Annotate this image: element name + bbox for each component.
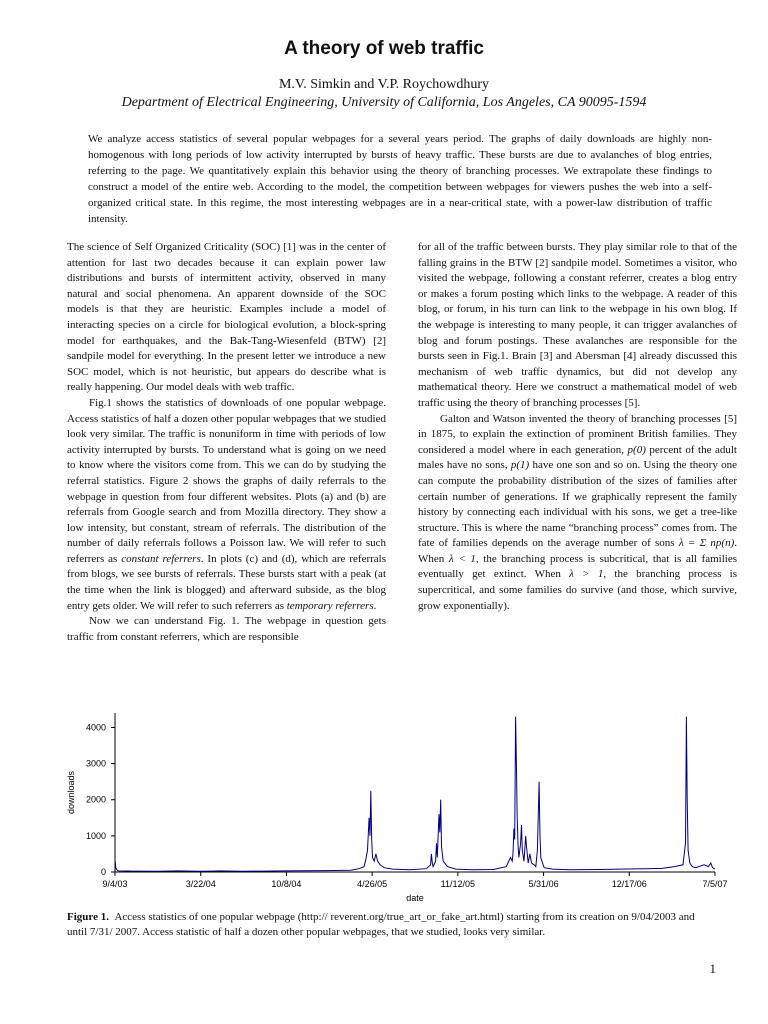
body-paragraph-1: The science of Self Organized Criticality (SOC) [1] was in the center of attention for last two decades because it can explain power law distributions and bursts of intermittent activity, observed in many natural and social phenomena. An apparent downside of the SOC models is that they are heuristic. Examples include a model of interacting species on a circle for biological evolution, a block-spring model for earthquakes, and the Bak-Tang-Wiesenfeld (BTW) [2] sandpile model for everything. In the present letter we introduce a new SOC model, which is not heuristic, but appears do describe what is really happening. Our model deals with web traffic. (67, 241, 386, 394)
x-tick-label: 10/8/04 (271, 879, 302, 889)
x-tick-label: 11/12/05 (440, 879, 476, 889)
math-lambda-gt-1: λ > 1 (569, 568, 604, 581)
abstract: We analyze access statistics of several popular webpages for a several years period. The graphs of daily downloads are highly non-homogenous with long periods of low activity interrupted by bursts of heavy traffic. These bursts are due to avalanches of blog entries, referring to the page. We quantitatively explain this behavior using the theory of branching processes. We extrapolate these findings to construct a model of the entire web. According to the model, the competition between webpages for viewers pushes the web into a self-organized critical state. In this regime, the most interesting webpages are in a near-critical state, with a power-law distribution of traffic intensity. (88, 133, 712, 225)
y-tick-label: 0 (100, 867, 106, 877)
chart-y-ticks (86, 722, 115, 877)
term-temporary-referrers: temporary referrers (286, 599, 374, 612)
body-paragraph-4: for all of the traffic between bursts. They play similar role to that of the falling grains in the BTW [2] sandpile model. Sometimes a visitor, who visited the webpage, following a constant referrer, creates a blog entry or makes a forum posting which links to the webpage. A reader of this blog, or forum, in his turn can link to the webpage in his own blog. If the webpage is interesting to many people, it can trigger avalanches of blog and forum postings. These avalanches are responsible for the bursts seen in Fig.1. Brain [3] and Abersman [4] already discussed this mechanism of web traffic dynamics, but did not develop any mathematical theory. Here we construct a mathematical model of web traffic using the theory of branching processes [5]. (418, 241, 737, 409)
x-tick-label: 12/17/06 (611, 879, 647, 889)
term-constant-referrers: constant referrers (121, 552, 201, 565)
y-axis-label: downloads (66, 770, 76, 815)
math-lambda-lt-1: λ < 1 (448, 552, 476, 565)
chart-axes (115, 713, 715, 872)
x-axis-label: date (406, 893, 424, 903)
paper-title: A theory of web traffic (284, 38, 484, 59)
x-tick-label: 3/22/04 (185, 879, 216, 889)
body-paragraph-3: Now we can understand Fig. 1. The webpage in question gets traffic from constant referrers, which are responsible (67, 615, 386, 643)
authors: M.V. Simkin and V.P. Roychowdhury (278, 77, 490, 92)
x-tick-label: 7/5/07 (702, 879, 728, 889)
x-tick-label: 4/26/05 (357, 879, 388, 889)
right-column (418, 240, 737, 614)
left-column (67, 240, 386, 645)
chart-x-ticks (102, 872, 727, 889)
y-tick-label: 1000 (85, 830, 106, 841)
downloads-series-line (115, 717, 715, 872)
body-paragraph-5: Galton and Watson invented the theory of branching processes [5] in 1875, to explain the extinction of prominent British families. They considered a model where in each generation, p(0) percent of the adult males have no sons, p(1) have one son and so on. Using the theory one can compute the probability distribution of the sizes of families after certain number of generations. If we graphically represent the family history by connecting each individual with his sons, we get a tree-like structure. This is where the name “branching process” comes from. The fate of families depends on the average number of sons λ = Σ np(n). When λ < 1, the branching process is subcritical, that is all families eventually get extinct. When λ > 1, the branching process is supercritical, and some families do survive (and those, which survive, grow exponentially). (418, 412, 738, 612)
affiliation: Department of Electrical Engineering, University of California, Los Angeles, CA 90095-1594 (121, 95, 647, 110)
downloads-chart (60, 705, 728, 905)
page-number: 1 (709, 961, 716, 976)
y-tick-label: 3000 (85, 758, 106, 769)
math-lambda-def: λ = Σ np(n) (678, 537, 735, 550)
caption-text: Access statistics of one popular webpage (http:// reverent.org/true_art_or_fake_art.html) starting from its creation on 9/04/2003 and until 7/31/ 2007. Access statistic of half a dozen other popular webpages, that we studied, looks very similar. (67, 911, 695, 938)
math-p1: p(1) (510, 459, 530, 472)
y-tick-label: 4000 (85, 722, 106, 733)
math-p0: p(0) (627, 443, 646, 456)
x-tick-label: 5/31/06 (528, 879, 559, 889)
figure-caption (67, 910, 711, 940)
figure-label: Figure 1. (67, 911, 109, 923)
y-tick-label: 2000 (85, 794, 106, 805)
x-tick-label: 9/4/03 (102, 879, 128, 889)
body-paragraph-2: Fig.1 shows the statistics of downloads of one popular webpage. Access statistics of half a dozen other popular webpages that we studied look very similar. The traffic is nonuniform in time with periods of low activity interrupted by bursts. To understand what is going on we need to know where the visitors come from. This we can do by studying the referral statistics. Figure 2 shows the graphs of daily referrals to the webpage in question from four different websites. Plots (a) and (b) are referrals from Google search and from Mozilla directory. They show a low intensity, but constant, stream of referrals. The distribution of the number of daily referrals follows a Poisson law. We will refer to such referrers as constant referrers. In plots (c) and (d), which are referrals from blogs, we see bursts of referrals. These bursts start with a peak (at the time when the link is blogged) and afterward subside, as the blog entry gets older. We will refer to such referrers as temporary referrers. (67, 396, 386, 612)
